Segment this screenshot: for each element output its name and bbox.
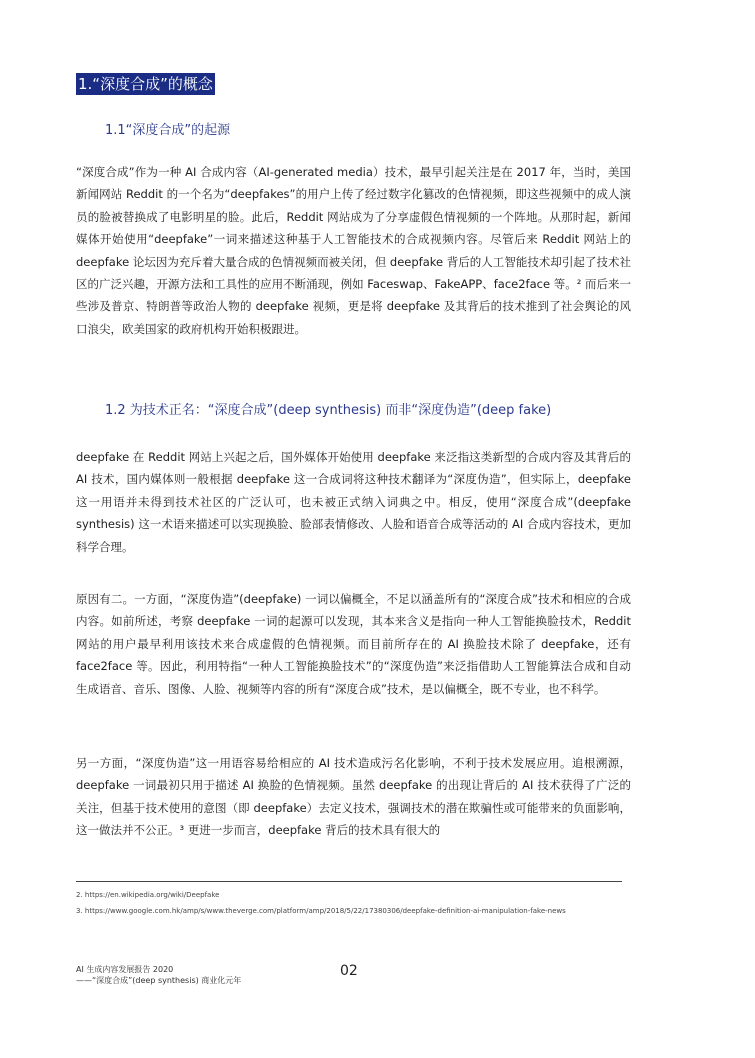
- footnote-2: 2. https://en.wikipedia.org/wiki/Deepfake: [76, 891, 220, 899]
- section-1-1-title: 1.1“深度合成”的起源: [105, 123, 231, 138]
- section-1-2-paragraph-3: 另一方面，“深度伪造”这一用语容易给相应的 AI 技术造成污名化影响，不利于技术发展应用。追根溯源，deepfake 一词最初只用于描述 AI 换脸的色情视频。虽然 deepfake 的出现让背后的 AI 技术获得了广泛的关注，但基于技术使用的意图（即 deepfake）去定义技术，强调技术的潜在欺骗性或可能带来的负面影响，这一做法并不公正。³ 更进一步而言，deepfake 背后的技术具有很大的: [76, 756, 631, 838]
- footer-report-title: AI 生成内容发展报告 2020: [76, 965, 174, 974]
- footnote-divider: [76, 881, 622, 882]
- section-1-2-paragraph-2: 原因有二。一方面，“深度伪造”(deepfake) 一词以偏概全，不足以涵盖所有的“深度合成”技术和相应的合成内容。如前所述，考察 deepfake 一词的起源可以发现，其本来含义是指向一种人工智能换脸技术，Reddit 网站的用户最早利用该技术来合成虚假的色情视频。而目前所存在的 AI 换脸技术除了 deepfake，还有 face2face 等。因此，利用特指“一种人工智能换脸技术”的“深度伪造”来泛指借助人工智能算法合成和自动生成语音、音乐、图像、人脸、视频等内容的所有“深度合成”技术，是以偏概全，既不专业，也不科学。: [76, 592, 631, 696]
- footnote-3: 3. https://www.google.com.hk/amp/s/www.theverge.com/platform/amp/2018/5/22/17380306/deepfake-definition-ai-manipulation-fake-news: [76, 907, 566, 915]
- chapter-heading: 1.“深度合成”的概念: [78, 75, 213, 93]
- section-1-2-paragraph-1: deepfake 在 Reddit 网站上兴起之后，国外媒体开始使用 deepfake 来泛指这类新型的合成内容及其背后的 AI 技术，国内媒体则一般根据 deepfake 这一合成词将这种技术翻译为“深度伪造”，但实际上，deepfake 这一用语并未得到技术社区的广泛认可，也未被正式纳入词典之中。相反，使用“深度合成”(deepfake synthesis) 这一术语来描述可以实现换脸、脸部表情修改、人脸和语音合成等活动的 AI 合成内容技术，更加科学合理。: [76, 450, 631, 554]
- section-1-2-title: 1.2 为技术正名：“深度合成”(deep synthesis) 而非“深度伪造”(deep fake): [105, 403, 552, 418]
- page-number: 02: [340, 963, 358, 979]
- section-1-1-paragraph: “深度合成”作为一种 AI 合成内容（AI-generated media）技术，最早引起关注是在 2017 年，当时，美国新闻网站 Reddit 的一个名为“deepfakes”的用户上传了经过数字化篡改的色情视频，即这些视频中的成人演员的脸被替换成了电影明星的脸。此后，Reddit 网站成为了分享虚假色情视频的一个阵地。从那时起，新闻媒体开始使用“deepfake”一词来描述这种基于人工智能技术的合成视频内容。尽管后来 Reddit 网站上的 deepfake 论坛因为充斥着大量合成的色情视频而被关闭，但 deepfake 背后的人工智能技术却引起了技术社区的广泛兴趣，开源方法和工具性的应用不断涌现，例如 Faceswap、FakeAPP、face2face 等。² 而后来一些涉及普京、特朗普等政治人物的 deepfake 视频，更是将 deepfake 及其背后的技术推到了社会舆论的风口浪尖，欧美国家的政府机构开始积极跟进。: [76, 165, 631, 336]
- footer-report-subtitle: ——“深度合成”(deep synthesis) 商业化元年: [76, 976, 242, 985]
